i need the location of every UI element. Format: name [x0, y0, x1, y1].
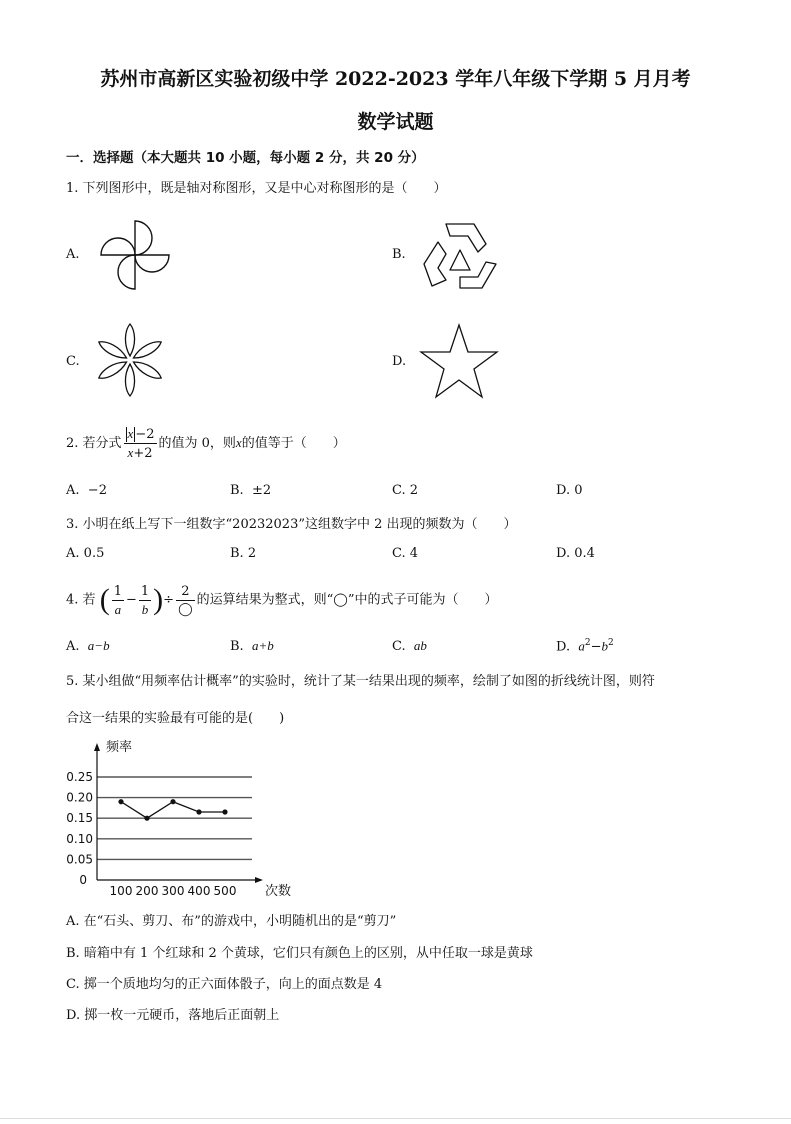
question-2-stem	[66, 424, 346, 463]
q2-var: x	[235, 435, 242, 450]
q1-option-c-label: C.	[66, 354, 80, 369]
q2-abs-var: x	[127, 426, 134, 441]
frequency-line-chart	[60, 735, 300, 900]
y-tick-label: 0.15	[66, 811, 93, 826]
q2-num-rest: −2	[135, 427, 155, 442]
x-tick-label: 300	[161, 884, 185, 898]
question-3-stem: 3. 小明在纸上写下一组数字“20232023”这组数字中 2 出现的频数为（ ）	[66, 517, 517, 532]
five-point-star-figure	[418, 320, 500, 400]
y-axis-label: 频率	[106, 740, 133, 755]
q4-fraction-1-over-b: $\frac{1}{b}$	[140, 583, 150, 617]
q4-fraction-1-over-a: $\frac{1}{a}$	[113, 583, 122, 617]
q2-option-b: B. ±2	[230, 483, 272, 498]
q4-minus: −	[125, 592, 137, 608]
q5-option-b: B. 暗箱中有 1 个红球和 2 个黄球，它们只有颜色上的区别，从中任取一球是黄球	[66, 946, 533, 961]
question-4-stem: 4. 若 ( $\frac{1}{a}$ − $\frac{1}{b}$ )÷ $\frac{2}{◯}$ 的运算结果为整式，则“◯”中的式子可能为（ ）	[66, 583, 498, 617]
data-point	[196, 809, 201, 814]
q3-option-b: B. 2	[230, 546, 257, 561]
q2-fraction	[124, 425, 157, 462]
data-point	[170, 799, 175, 804]
exam-title: 苏州市高新区实验初级中学 2022-2023 学年八年级下学期 5 月月考	[100, 68, 691, 90]
q4-option-c: C. ab	[392, 638, 427, 654]
q2-option-c: C. 2	[392, 483, 419, 498]
q1-option-a-label: A.	[66, 247, 80, 262]
q2-suffix-b: 的值等于（ ）	[241, 436, 346, 451]
data-point	[118, 799, 123, 804]
q4-option-b: B. a+b	[230, 638, 274, 654]
q2-option-d: D. 0	[556, 483, 583, 498]
x-tick-label: 500	[213, 884, 237, 898]
q2-fraction-denominator	[124, 444, 157, 462]
q4-suffix: 的运算结果为整式，则“◯”中的式子可能为（ ）	[196, 592, 498, 608]
x-axis-arrow	[255, 877, 263, 883]
q5-option-a: A. 在“石头、剪刀、布”的游戏中，小明随机出的是“剪刀”	[66, 914, 397, 929]
q2-prefix: 2. 若分式	[66, 436, 122, 451]
y-tick-label: 0.10	[66, 831, 93, 846]
data-point	[144, 816, 149, 821]
q2-abs-bars	[126, 427, 136, 442]
y-tick-label: 0.05	[66, 852, 93, 867]
q3-option-d: D. 0.4	[556, 546, 595, 561]
section-heading: 一．选择题（本大题共 10 小题，每小题 2 分，共 20 分）	[66, 150, 425, 166]
origin-label: 0	[79, 873, 87, 887]
question-1-stem: 1. 下列图形中，既是轴对称图形，又是中心对称图形的是（ ）	[66, 181, 447, 196]
q4-option-a: A. a−b	[66, 638, 110, 654]
q2-option-a: A. −2	[66, 483, 107, 498]
recycle-triangle-figure	[420, 220, 500, 292]
x-tick-label: 100	[109, 884, 133, 898]
q4-fraction-2-over-circle: $\frac{2}{◯}$	[178, 583, 193, 617]
y-tick-label: 0.25	[66, 770, 93, 784]
q1-option-d-label: D.	[392, 354, 407, 369]
q4-divide: ÷	[163, 592, 175, 608]
y-tick-label: 0.20	[66, 790, 93, 805]
x-tick-label: 200	[135, 884, 159, 898]
q3-option-a: A. 0.5	[66, 546, 105, 561]
q2-suffix-a: 的值为 0，则	[158, 436, 236, 451]
q2-den-var: x	[127, 445, 134, 460]
six-petal-flower-figure	[94, 320, 166, 400]
y-axis-arrow	[94, 743, 100, 751]
q3-option-c: C. 4	[392, 546, 419, 561]
question-5-stem-line-2: 合这一结果的实验最有可能的是( )	[66, 711, 285, 726]
q2-den-rest: +2	[133, 446, 153, 461]
q1-option-b-label: B.	[392, 247, 406, 262]
q5-option-c: C. 掷一个质地均匀的正六面体骰子，向上的面点数是 4	[66, 977, 383, 992]
question-5-stem-line-1: 5. 某小组做“用频率估计概率”的实验时，统计了某一结果出现的频率，绘制了如图的折线统计图，则符	[66, 674, 655, 689]
q4-prefix: 4. 若	[66, 592, 96, 608]
x-tick-label: 400	[187, 884, 211, 898]
page-bottom-rule	[0, 1118, 791, 1119]
q4-option-d: D. $a^2-b^2$	[556, 638, 614, 655]
data-point	[222, 809, 227, 814]
q5-option-d: D. 掷一枚一元硬币，落地后正面朝上	[66, 1008, 280, 1023]
exam-subtitle: 数学试题	[357, 111, 434, 133]
q2-fraction-numerator	[124, 425, 157, 444]
windmill-figure	[95, 215, 175, 295]
x-axis-label: 次数	[265, 884, 292, 899]
